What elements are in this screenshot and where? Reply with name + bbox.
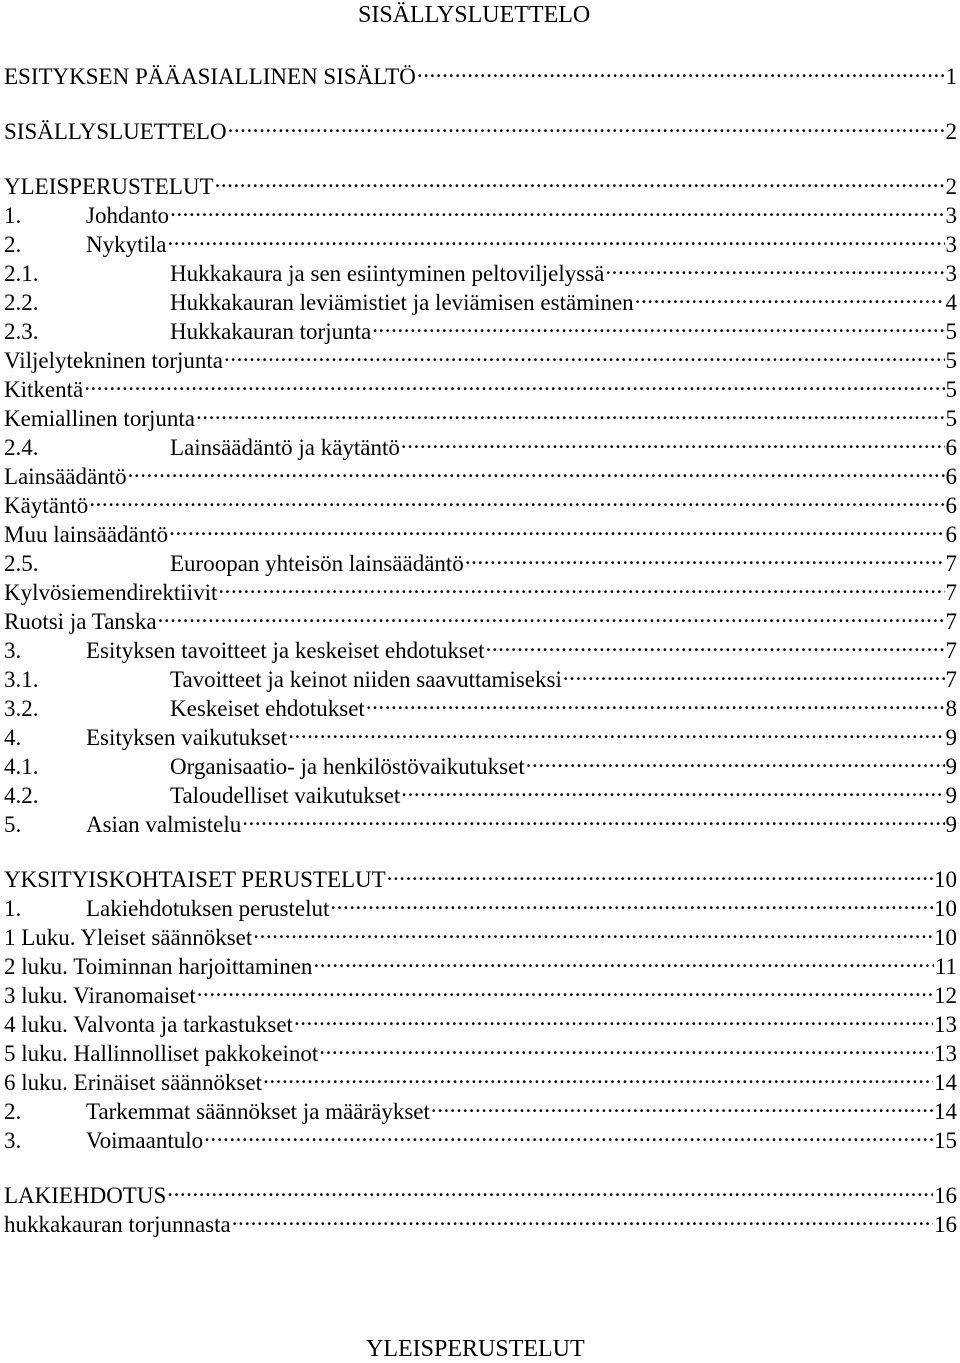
toc-entry-page: 12 — [934, 981, 960, 1010]
toc-entry-page: 11 — [935, 952, 960, 981]
dot-leader — [168, 223, 945, 252]
toc-entry[interactable] — [4, 368, 960, 397]
toc-entry-title: SISÄLLYSLUETTELO — [4, 117, 227, 146]
toc-entry-page: 6 — [946, 462, 960, 491]
toc-entry-page: 3 — [946, 201, 960, 230]
toc-entry-page: 16 — [934, 1181, 960, 1210]
dot-leader — [218, 571, 944, 600]
dot-leader — [169, 513, 944, 542]
toc-entry-number: 3.2. — [4, 694, 170, 723]
dot-leader — [319, 1032, 933, 1061]
toc-entry-number: 5. — [4, 810, 86, 839]
toc-entry-number: 3.1. — [4, 665, 170, 694]
toc-entry-page: 5 — [946, 404, 960, 433]
toc-entry-title: Viljelytekninen torjunta — [4, 346, 223, 375]
dot-leader — [465, 542, 945, 571]
toc-entry-page: 10 — [934, 894, 960, 923]
toc-entry-title: Kemiallinen torjunta — [4, 404, 195, 433]
toc-entry-page: 7 — [946, 636, 960, 665]
toc-entry-title: Johdanto — [86, 201, 169, 230]
toc-entry[interactable] — [4, 397, 960, 426]
dot-leader — [197, 974, 933, 1003]
toc-entry-page: 10 — [934, 923, 960, 952]
toc-entry-title: Ruotsi ja Tanska — [4, 607, 157, 636]
toc-entry-title: 1 Luku. Yleiset säännökset — [4, 923, 252, 952]
toc-entry-page: 4 — [946, 288, 960, 317]
toc-entry-title: ESITYKSEN PÄÄASIALLINEN SISÄLTÖ — [4, 62, 416, 91]
dot-leader — [431, 1090, 933, 1119]
toc-entry-page: 6 — [946, 520, 960, 549]
dot-leader — [170, 194, 944, 223]
toc-entry-page: 10 — [934, 865, 960, 894]
toc-entry[interactable] — [4, 455, 960, 484]
toc-entry-title: Euroopan yhteisön lainsäädäntö — [170, 549, 464, 578]
toc-entry-title: Lainsäädäntö — [4, 462, 127, 491]
dot-leader — [232, 1203, 933, 1232]
toc-entry-title: Hukkakauran leviämistiet ja leviämisen estäminen — [170, 288, 634, 317]
toc-entry[interactable] — [4, 513, 960, 542]
toc-entry-page: 7 — [946, 607, 960, 636]
toc-entry-title: Muu lainsäädäntö — [4, 520, 168, 549]
toc-entry-title: Voimaantulo — [86, 1126, 203, 1155]
toc-entry-page: 6 — [946, 491, 960, 520]
toc-entry-title: Keskeiset ehdotukset — [170, 694, 365, 723]
toc-entry-number: 4. — [4, 723, 86, 752]
dot-leader — [366, 687, 945, 716]
table-of-contents — [4, 55, 960, 1232]
toc-entry-page: 6 — [946, 433, 960, 462]
dot-leader — [128, 455, 945, 484]
toc-entry-page: 16 — [934, 1210, 960, 1239]
dot-leader — [401, 774, 944, 803]
dot-leader — [288, 716, 944, 745]
toc-entry-number: 2.5. — [4, 549, 170, 578]
toc-entry-title: Tarkemmat säännökset ja määräykset — [86, 1097, 430, 1126]
toc-entry[interactable] — [4, 110, 960, 139]
dot-leader — [224, 339, 945, 368]
toc-entry-page: 13 — [934, 1010, 960, 1039]
toc-entry-title: 4 luku. Valvonta ja tarkastukset — [4, 1010, 293, 1039]
toc-entry-page: 7 — [946, 665, 960, 694]
dot-leader — [635, 281, 945, 310]
toc-entry-page: 15 — [934, 1126, 960, 1155]
toc-entry-title: Nykytila — [86, 230, 167, 259]
toc-entry-number: 2.4. — [4, 433, 170, 462]
toc-entry-page: 9 — [946, 752, 960, 781]
toc-entry-title: Asian valmistelu — [86, 810, 241, 839]
toc-entry-page: 1 — [946, 62, 960, 91]
dot-leader — [401, 426, 945, 455]
toc-entry-page: 14 — [934, 1097, 960, 1126]
dot-leader — [215, 165, 945, 194]
dot-leader — [89, 484, 944, 513]
toc-entry[interactable] — [4, 1174, 960, 1203]
toc-entry-title: Käytäntö — [4, 491, 88, 520]
toc-entry-title: Esityksen tavoitteet ja keskeiset ehdotukset — [86, 636, 485, 665]
dot-leader — [605, 252, 944, 281]
toc-entry-page: 5 — [946, 317, 960, 346]
toc-entry-number: 2.3. — [4, 317, 170, 346]
toc-entry-title: Hukkakauran torjunta — [170, 317, 371, 346]
toc-entry-page: 5 — [946, 375, 960, 404]
dot-leader — [242, 803, 944, 832]
toc-entry-page: 9 — [946, 810, 960, 839]
toc-entry-title: Tavoitteet ja keinot niiden saavuttamiseksi — [170, 665, 562, 694]
dot-leader — [263, 1061, 933, 1090]
toc-entry[interactable] — [4, 55, 960, 84]
toc-entry[interactable] — [4, 858, 960, 887]
dot-leader — [158, 600, 945, 629]
toc-entry-title: Kylvösiemendirektiivit — [4, 578, 217, 607]
toc-entry[interactable] — [4, 165, 960, 194]
dot-leader — [526, 745, 945, 774]
dot-leader — [167, 1174, 933, 1203]
toc-entry-title: 6 luku. Erinäiset säännökset — [4, 1068, 262, 1097]
toc-entry-number: 1. — [4, 894, 86, 923]
toc-entry-title: YKSITYISKOHTAISET PERUSTELUT — [4, 865, 386, 894]
toc-entry-page: 3 — [946, 259, 960, 288]
dot-leader — [313, 945, 933, 974]
toc-entry-number: 4.2. — [4, 781, 170, 810]
toc-entry-number: 1. — [4, 201, 86, 230]
toc-entry-page: 9 — [946, 723, 960, 752]
toc-entry-number: 2.2. — [4, 288, 170, 317]
toc-entry-page: 13 — [934, 1039, 960, 1068]
toc-entry-page: 9 — [946, 781, 960, 810]
toc-entry-page: 3 — [946, 230, 960, 259]
toc-entry-title: Esityksen vaikutukset — [86, 723, 287, 752]
toc-entry-page: 2 — [946, 117, 960, 146]
toc-entry-title: 5 luku. Hallinnolliset pakkokeinot — [4, 1039, 318, 1068]
toc-entry-title: hukkakauran torjunnasta — [4, 1210, 231, 1239]
toc-entry-title: 2 luku. Toiminnan harjoittaminen — [4, 952, 312, 981]
toc-entry-number: 2.1. — [4, 259, 170, 288]
toc-entry-page: 5 — [946, 346, 960, 375]
page-title: SISÄLLYSLUETTELO — [358, 2, 590, 29]
toc-entry-title: YLEISPERUSTELUT — [4, 172, 214, 201]
toc-entry-title: Taloudelliset vaikutukset — [170, 781, 400, 810]
toc-entry[interactable] — [4, 484, 960, 513]
dot-leader — [387, 858, 933, 887]
dot-leader — [196, 397, 945, 426]
toc-entry-title: Kitkentä — [4, 375, 83, 404]
toc-entry-title: Organisaatio- ja henkilöstövaikutukset — [170, 752, 525, 781]
next-section-heading: YLEISPERUSTELUT — [366, 1336, 585, 1363]
toc-entry-title: LAKIEHDOTUS — [4, 1181, 166, 1210]
dot-leader — [372, 310, 944, 339]
dot-leader — [417, 55, 945, 84]
toc-entry-page: 7 — [946, 578, 960, 607]
toc-entry-number: 2. — [4, 230, 86, 259]
toc-entry-number: 2. — [4, 1097, 86, 1126]
dot-leader — [294, 1003, 933, 1032]
dot-leader — [253, 916, 933, 945]
toc-entry-number: 4.1. — [4, 752, 170, 781]
toc-entry-page: 14 — [934, 1068, 960, 1097]
toc-entry-number: 3. — [4, 1126, 86, 1155]
dot-leader — [84, 368, 944, 397]
toc-entry-title: Hukkakaura ja sen esiintyminen peltoviljelyssä — [170, 259, 604, 288]
toc-entry-page: 8 — [946, 694, 960, 723]
toc-entry-title: Lakiehdotuksen perustelut — [86, 894, 329, 923]
toc-entry-number: 3. — [4, 636, 86, 665]
dot-leader — [563, 658, 945, 687]
toc-entry-title: 3 luku. Viranomaiset — [4, 981, 196, 1010]
toc-entry-page: 2 — [946, 172, 960, 201]
dot-leader — [486, 629, 945, 658]
dot-leader — [228, 110, 945, 139]
toc-entry-title: Lainsäädäntö ja käytäntö — [170, 433, 400, 462]
dot-leader — [330, 887, 933, 916]
toc-entry-page: 7 — [946, 549, 960, 578]
dot-leader — [204, 1119, 933, 1148]
